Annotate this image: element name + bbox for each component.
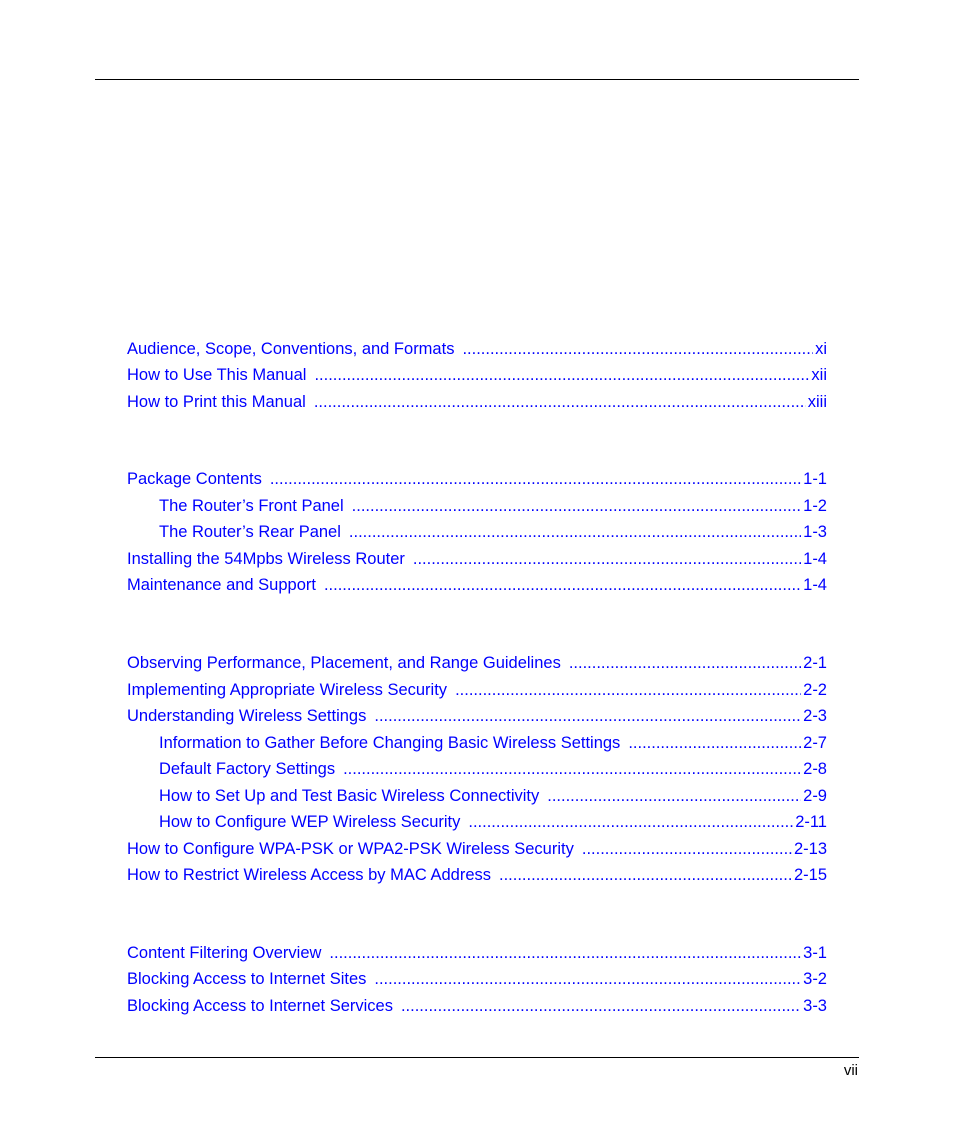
- toc-entry[interactable]: [127, 340, 827, 362]
- toc-entry-page: 1-2: [803, 497, 827, 515]
- toc-entry[interactable]: [159, 523, 827, 545]
- toc-entry-page: 1-3: [803, 523, 827, 541]
- toc-entry-page: 1-4: [803, 576, 827, 594]
- toc-entry-page: xiii: [807, 393, 827, 411]
- toc-entry[interactable]: [159, 787, 827, 809]
- toc-entry-page: 2-7: [803, 734, 827, 752]
- dot-leader: [455, 681, 801, 700]
- dot-leader: [374, 970, 801, 989]
- toc-entry[interactable]: [159, 760, 827, 782]
- toc-entry-title: Maintenance and Support: [127, 576, 316, 594]
- toc-entry-page: 2-9: [803, 787, 827, 805]
- dot-leader: [314, 393, 806, 412]
- header-rule: [95, 79, 859, 80]
- toc-entry-page: 3-3: [803, 997, 827, 1015]
- dot-leader: [314, 366, 809, 385]
- page-number: vii: [843, 1062, 858, 1079]
- toc-entry-title: How to Restrict Wireless Access by MAC Address: [127, 866, 492, 884]
- toc-entry-page: 2-13: [793, 840, 827, 858]
- toc-entry-page: 1-1: [803, 470, 827, 488]
- toc-entry[interactable]: [127, 866, 827, 888]
- toc-entry[interactable]: [127, 470, 827, 492]
- toc-entry[interactable]: [159, 734, 827, 756]
- toc-entry-title: Content Filtering Overview: [127, 944, 322, 962]
- toc-entry-page: 3-1: [803, 944, 827, 962]
- toc-entry[interactable]: [159, 497, 827, 519]
- toc-entry-page: xi: [815, 340, 827, 358]
- toc-entry-title: How to Set Up and Test Basic Wireless Connectivity: [159, 787, 540, 805]
- toc-entry-title: Blocking Access to Internet Services: [127, 997, 393, 1015]
- dot-leader: [401, 997, 801, 1016]
- dot-leader: [349, 523, 801, 542]
- dot-leader: [582, 840, 792, 859]
- toc-entry-title: The Router’s Front Panel: [159, 497, 344, 515]
- toc-entry[interactable]: [127, 654, 827, 676]
- dot-leader: [547, 787, 801, 806]
- toc-entry-page: 3-2: [803, 970, 827, 988]
- toc-entry[interactable]: [127, 550, 827, 572]
- footer-rule: [95, 1057, 859, 1058]
- dot-leader: [324, 576, 801, 595]
- toc-entry-title: How to Configure WEP Wireless Security: [159, 813, 461, 831]
- toc-entry-title: How to Print this Manual: [127, 393, 306, 411]
- toc-entry-title: How to Use This Manual: [127, 366, 307, 384]
- toc-entry-title: Observing Performance, Placement, and Range Guidelines: [127, 654, 561, 672]
- dot-leader: [352, 497, 801, 516]
- toc-entry[interactable]: [127, 681, 827, 703]
- dot-leader: [413, 550, 801, 569]
- toc-entry-title: Implementing Appropriate Wireless Security: [127, 681, 448, 699]
- dot-leader: [374, 707, 801, 726]
- toc-entry-title: Installing the 54Mpbs Wireless Router: [127, 550, 405, 568]
- toc-entry[interactable]: [127, 707, 827, 729]
- dot-leader: [343, 760, 801, 779]
- toc-entry-title: How to Configure WPA-PSK or WPA2-PSK Wireless Security: [127, 840, 574, 858]
- toc-entry-page: 2-3: [803, 707, 827, 725]
- toc-entry-title: Default Factory Settings: [159, 760, 336, 778]
- toc-entry-title: Package Contents: [127, 470, 262, 488]
- toc-entry[interactable]: [127, 576, 827, 598]
- toc-entry-title: Audience, Scope, Conventions, and Formats: [127, 340, 455, 358]
- toc-entry-page: 2-1: [803, 654, 827, 672]
- dot-leader: [628, 734, 801, 753]
- toc-entry-page: 2-11: [795, 813, 827, 831]
- toc-entry-page: 2-8: [803, 760, 827, 778]
- toc-entry[interactable]: [127, 944, 827, 966]
- toc-entry[interactable]: [127, 393, 827, 415]
- dot-leader: [462, 340, 813, 359]
- toc-entry-title: Understanding Wireless Settings: [127, 707, 367, 725]
- dot-leader: [329, 944, 801, 963]
- toc-entry[interactable]: [127, 970, 827, 992]
- dot-leader: [499, 866, 792, 885]
- toc-entry-title: Information to Gather Before Changing Basic Wireless Settings: [159, 734, 621, 752]
- toc-entry-page: 2-15: [793, 866, 827, 884]
- toc-entry-page: 1-4: [803, 550, 827, 568]
- toc-entry-page: xii: [811, 366, 827, 384]
- toc-entry[interactable]: [159, 813, 827, 835]
- dot-leader: [569, 654, 801, 673]
- toc-entry-title: The Router’s Rear Panel: [159, 523, 341, 541]
- toc-entry[interactable]: [127, 840, 827, 862]
- toc-entry[interactable]: [127, 997, 827, 1019]
- toc-entry-page: 2-2: [803, 681, 827, 699]
- toc-entry[interactable]: [127, 366, 827, 388]
- toc-entry-title: Blocking Access to Internet Sites: [127, 970, 367, 988]
- dot-leader: [270, 470, 801, 489]
- dot-leader: [468, 813, 793, 832]
